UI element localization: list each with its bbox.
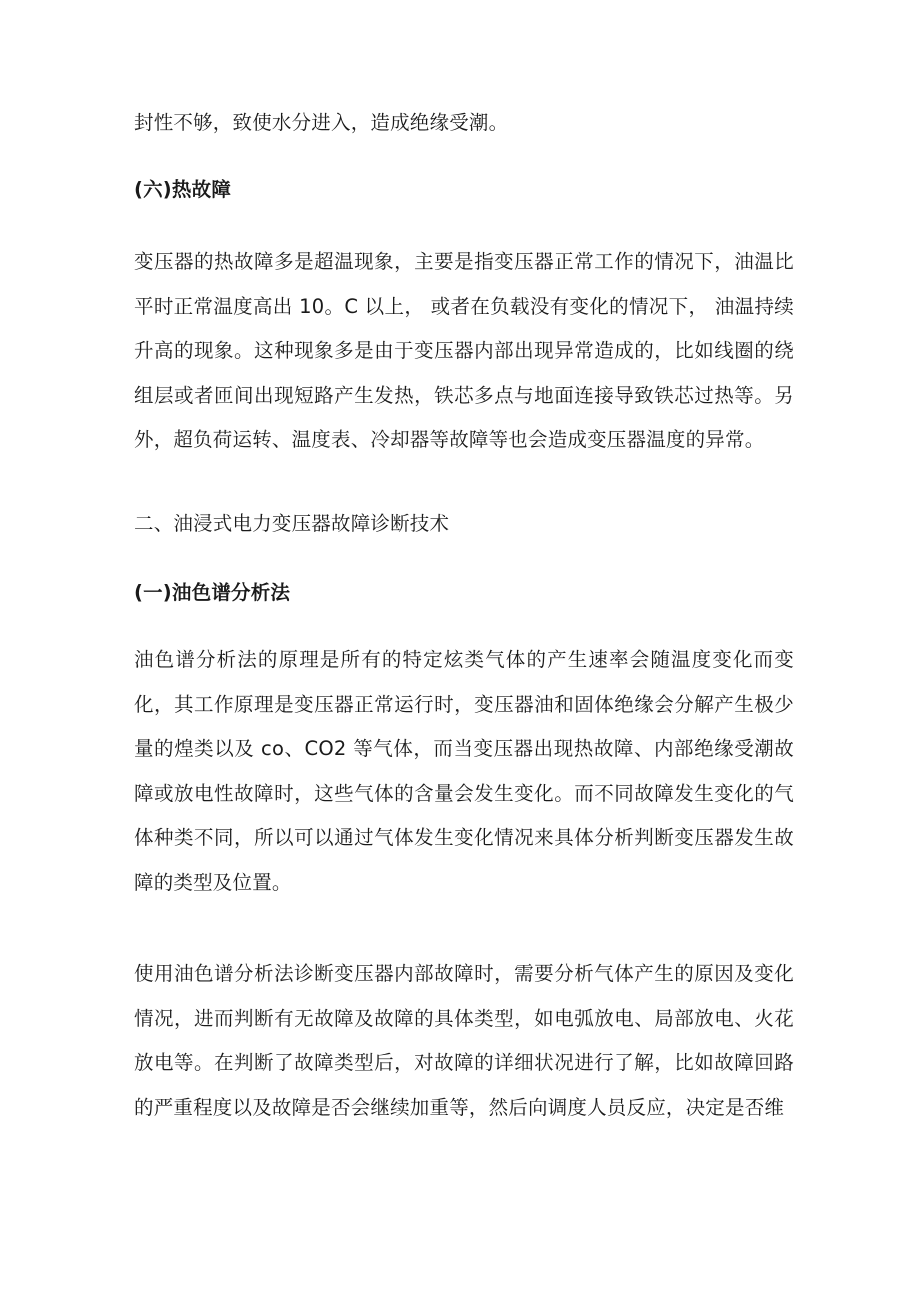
heading-thermal-fault: (六)热故障: [134, 178, 232, 201]
paragraph-moisture-ending: 封性不够，致使水分进入，造成绝缘受潮。: [134, 111, 509, 134]
section-title-diagnosis: 二、油浸式电力变压器故障诊断技术: [134, 512, 450, 535]
paragraph-oil-chromatography-principle: 油色谱分析法的原理是所有的特定炫类气体的产生速率会随温度变化而变化，其工作原理是变压器正常运行时，变压器油和固体绝缘会分解产生极少量的煌类以及 co、CO2 等气体，而当变压器出现热故障、内部绝缘受潮故障或放电性故障时，这些气体的含量会发生变化。而不同故障发生变化的气体种类不同，所以可以通过气体发生变化情况来具体分析判断变压器发生故障的类型及位置。: [134, 648, 794, 894]
paragraph-thermal-fault: 变压器的热故障多是超温现象，主要是指变压器正常工作的情况下，油温比平时正常温度高出 10。C 以上， 或者在负载没有变化的情况下， 油温持续升高的现象。这种现象多是由于变压器内部出现异常造成的，比如线圈的绕组层或者匝间出现短路产生发热，铁芯多点与地面连接导致铁芯过热等。另外，超负荷运转、温度表、冷却器等故障等也会造成变压器温度的异常。: [134, 250, 794, 451]
heading-oil-chromatography: (一)油色谱分析法: [134, 581, 291, 604]
paragraph-oil-chromatography-usage: 使用油色谱分析法诊断变压器内部故障时，需要分析气体产生的原因及变化情况，进而判断有无故障及故障的具体类型，如电弧放电、局部放电、火花放电等。在判断了故障类型后，对故障的详细状况进行了解，比如故障回路的严重程度以及故障是否会继续加重等，然后向调度人员反应，决定是否维: [134, 962, 794, 1119]
